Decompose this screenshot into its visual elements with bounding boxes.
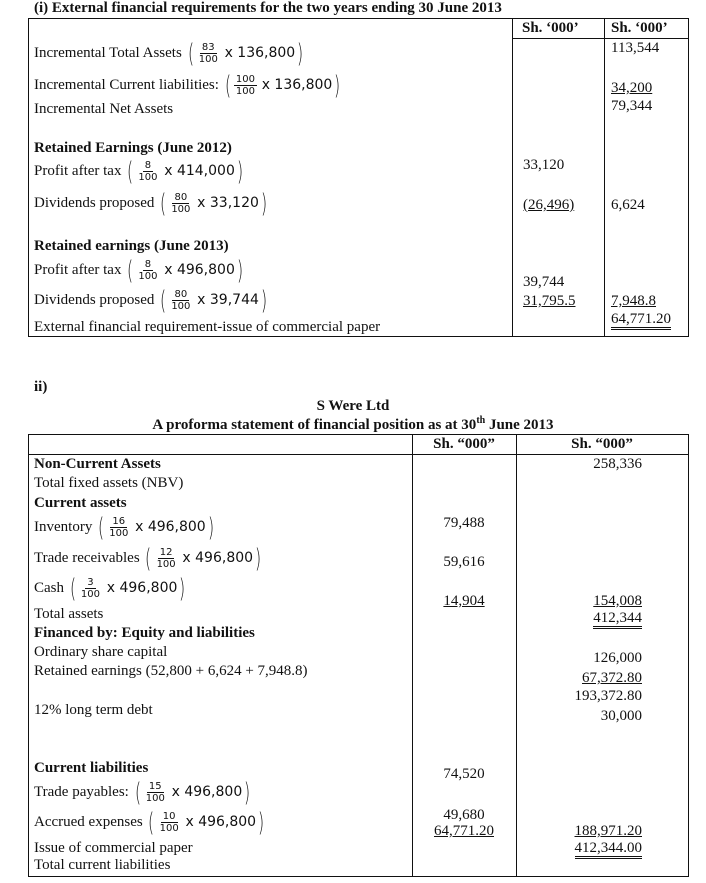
pat-2012-col1: 33,120 bbox=[523, 157, 565, 173]
multiplier: x 496,800 bbox=[182, 549, 254, 566]
row-pat-2012 bbox=[34, 156, 245, 187]
total-cl-label: Total current liabilities bbox=[34, 857, 171, 873]
pat-2013-col1: 39,744 bbox=[523, 274, 565, 290]
row-label: Dividends proposed bbox=[34, 194, 155, 211]
re-2013-heading: Retained earnings (June 2013) bbox=[34, 238, 229, 254]
multiplier: x 496,800 bbox=[171, 783, 243, 800]
fraction bbox=[136, 160, 159, 183]
share-capital-col2: 126,000 bbox=[593, 650, 642, 666]
cash-col1: 14,904 bbox=[443, 593, 485, 609]
fraction-den: 100 bbox=[198, 54, 218, 65]
row-label: Profit after tax bbox=[34, 162, 122, 179]
left-paren: ( bbox=[134, 777, 141, 808]
ext-fin-req-label: External financial requirement-issue of commercial paper bbox=[34, 319, 381, 335]
debt-label: 12% long term debt bbox=[34, 702, 153, 718]
multiplier: x 496,800 bbox=[164, 261, 235, 278]
row-label: Trade receivables bbox=[34, 549, 140, 566]
fraction bbox=[197, 42, 220, 65]
div-2013-col1: 31,795.5 bbox=[523, 293, 576, 309]
right-paren: ) bbox=[260, 285, 268, 316]
fraction-den: 100 bbox=[109, 528, 129, 539]
right-paren: ) bbox=[258, 807, 265, 838]
fraction-num: 80 bbox=[174, 289, 188, 300]
table2-left-border bbox=[28, 434, 29, 876]
retained-col2: 67,372.80 bbox=[582, 670, 642, 686]
fraction-den: 100 bbox=[156, 559, 176, 570]
row-accrued bbox=[34, 807, 266, 838]
comm-paper-col1: 64,771.20 bbox=[434, 823, 494, 839]
multiplier: x 496,800 bbox=[185, 813, 257, 830]
multiplier: x 39,744 bbox=[197, 291, 259, 308]
cl-col1: 74,520 bbox=[443, 766, 485, 782]
fraction-den: 100 bbox=[171, 204, 191, 215]
right-paren: ) bbox=[244, 777, 251, 808]
fraction-num: 100 bbox=[235, 74, 255, 85]
section2-label: ii) bbox=[34, 379, 48, 395]
left-paren: ( bbox=[127, 255, 134, 286]
fraction-den: 100 bbox=[235, 86, 255, 97]
row-cash bbox=[34, 573, 188, 604]
inc-net-assets-col2: 79,344 bbox=[611, 98, 653, 114]
row-pat-2013 bbox=[34, 255, 245, 286]
title-end: June 2013 bbox=[485, 417, 554, 433]
fraction bbox=[144, 781, 167, 804]
row-label: Inventory bbox=[34, 518, 93, 535]
row-inc-total-assets bbox=[34, 38, 305, 69]
multiplier: x 33,120 bbox=[197, 194, 259, 211]
financed-heading: Financed by: Equity and liabilities bbox=[34, 625, 255, 641]
comm-paper-col2: 188,971.20 bbox=[574, 823, 642, 839]
fraction-den: 100 bbox=[80, 589, 100, 600]
fraction-den: 100 bbox=[159, 823, 179, 834]
fraction-num: 10 bbox=[162, 811, 176, 822]
right-paren: ) bbox=[236, 255, 243, 286]
table1-top-border bbox=[28, 18, 689, 19]
receivables-col1: 59,616 bbox=[443, 554, 485, 570]
left-paren: ( bbox=[127, 156, 134, 187]
table1-header-rule bbox=[512, 38, 689, 39]
comm-paper-label: Issue of commercial paper bbox=[34, 840, 193, 856]
multiplier: x 136,800 bbox=[261, 76, 333, 93]
fraction-num: 83 bbox=[201, 42, 215, 53]
fraction-den: 100 bbox=[145, 793, 165, 804]
left-paren: ( bbox=[69, 573, 76, 604]
accrued-col1: 49,680 bbox=[443, 807, 485, 823]
fraction bbox=[234, 74, 257, 97]
fraction-den: 100 bbox=[138, 172, 158, 183]
fraction-den: 100 bbox=[138, 271, 158, 282]
table2-header-rule bbox=[28, 454, 689, 455]
multiplier: x 496,800 bbox=[135, 518, 206, 535]
right-paren: ) bbox=[260, 188, 268, 219]
total-cl-col2: 412,344.00 bbox=[575, 840, 643, 859]
right-paren: ) bbox=[179, 573, 186, 604]
row-label: Accrued expenses bbox=[34, 813, 143, 830]
row-label: Incremental Current liabilities: bbox=[34, 76, 219, 93]
row-receivables bbox=[34, 543, 263, 574]
div-2012-col2: 6,624 bbox=[611, 197, 645, 213]
table2-bottom-border bbox=[28, 876, 689, 877]
div-2012-col1: (26,496) bbox=[523, 197, 575, 213]
left-paren: ( bbox=[160, 188, 167, 219]
left-paren: ( bbox=[160, 285, 167, 316]
inc-current-liab-col2: 34,200 bbox=[611, 80, 653, 96]
section1-title: (i) External financial requirements for the two years ending 30 June 2013 bbox=[34, 0, 502, 16]
inc-total-assets-col2: 113,544 bbox=[611, 40, 660, 56]
total-fixed-label: Total fixed assets (NBV) bbox=[34, 475, 184, 491]
fraction-num: 15 bbox=[148, 781, 162, 792]
table2-right-border bbox=[688, 434, 689, 876]
fraction-den: 100 bbox=[171, 301, 191, 312]
share-capital-label: Ordinary share capital bbox=[34, 644, 168, 660]
multiplier: x 136,800 bbox=[224, 44, 296, 61]
cl-heading: Current liabilities bbox=[34, 760, 149, 776]
table1-col1-header: Sh. ‘000’ bbox=[522, 20, 579, 36]
table2-col1-header: Sh. “000” bbox=[433, 436, 495, 452]
table1-col-divider-1 bbox=[512, 18, 513, 336]
fraction bbox=[158, 811, 181, 834]
row-inc-current-liab bbox=[34, 70, 342, 101]
fraction bbox=[169, 289, 192, 312]
fraction-num: 16 bbox=[112, 516, 126, 527]
ca-heading: Current assets bbox=[34, 495, 127, 511]
fraction-num: 8 bbox=[144, 259, 152, 270]
left-paren: ( bbox=[224, 70, 231, 101]
row-label: Profit after tax bbox=[34, 261, 122, 278]
row-label: Dividends proposed bbox=[34, 291, 155, 308]
left-paren: ( bbox=[145, 543, 152, 574]
right-paren: ) bbox=[255, 543, 262, 574]
left-paren: ( bbox=[187, 38, 194, 69]
table1-bottom-border bbox=[28, 336, 689, 337]
title-sup: th bbox=[476, 415, 486, 426]
fraction bbox=[79, 577, 102, 600]
fraction-num: 12 bbox=[159, 547, 173, 558]
left-paren: ( bbox=[148, 807, 155, 838]
fraction bbox=[155, 547, 178, 570]
ext-fin-req-col2: 64,771.20 bbox=[611, 311, 671, 330]
fraction-num: 8 bbox=[144, 160, 152, 171]
row-label: Incremental Total Assets bbox=[34, 44, 182, 61]
row-label: Cash bbox=[34, 579, 64, 596]
total-assets-col2: 412,344 bbox=[593, 610, 642, 629]
row-payables bbox=[34, 777, 252, 808]
cash-col2: 154,008 bbox=[593, 593, 642, 609]
right-paren: ) bbox=[207, 512, 214, 543]
subtotal-col2: 193,372.80 bbox=[574, 688, 642, 704]
row-div-2012 bbox=[34, 188, 269, 219]
inventory-col1: 79,488 bbox=[443, 515, 485, 531]
table2-col2-header: Sh. “000” bbox=[571, 436, 633, 452]
table1-col2-header: Sh. ‘000’ bbox=[611, 20, 668, 36]
total-assets-label: Total assets bbox=[34, 606, 104, 622]
nca-col2: 258,336 bbox=[593, 456, 642, 472]
row-inc-net-assets-label: Incremental Net Assets bbox=[34, 101, 174, 117]
row-div-2013 bbox=[34, 285, 269, 316]
table1-right-border bbox=[688, 18, 689, 336]
right-paren: ) bbox=[297, 38, 304, 69]
multiplier: x 496,800 bbox=[106, 579, 178, 596]
table2-top-border bbox=[28, 434, 689, 435]
table1-left-border bbox=[28, 18, 29, 336]
row-label: Trade payables: bbox=[34, 783, 129, 800]
company-name: S Were Ltd bbox=[316, 398, 390, 414]
retained-label: Retained earnings (52,800 + 6,624 + 7,948.8) bbox=[34, 663, 308, 679]
right-paren: ) bbox=[236, 156, 243, 187]
fraction bbox=[136, 259, 159, 282]
debt-col2: 30,000 bbox=[600, 708, 642, 724]
fraction bbox=[169, 192, 192, 215]
fraction-num: 80 bbox=[174, 192, 188, 203]
statement-title bbox=[0, 415, 706, 434]
fraction bbox=[107, 516, 130, 539]
row-inventory bbox=[34, 512, 216, 543]
div-2013-col2: 7,948.8 bbox=[611, 293, 656, 309]
multiplier: x 414,000 bbox=[164, 162, 235, 179]
table1-col-divider-2 bbox=[604, 18, 605, 336]
title-main: A proforma statement of financial position as at 30 bbox=[152, 417, 477, 433]
nca-heading: Non-Current Assets bbox=[34, 456, 161, 472]
fraction-num: 3 bbox=[87, 577, 94, 588]
right-paren: ) bbox=[334, 70, 341, 101]
re-2012-heading: Retained Earnings (June 2012) bbox=[34, 140, 232, 156]
left-paren: ( bbox=[98, 512, 105, 543]
